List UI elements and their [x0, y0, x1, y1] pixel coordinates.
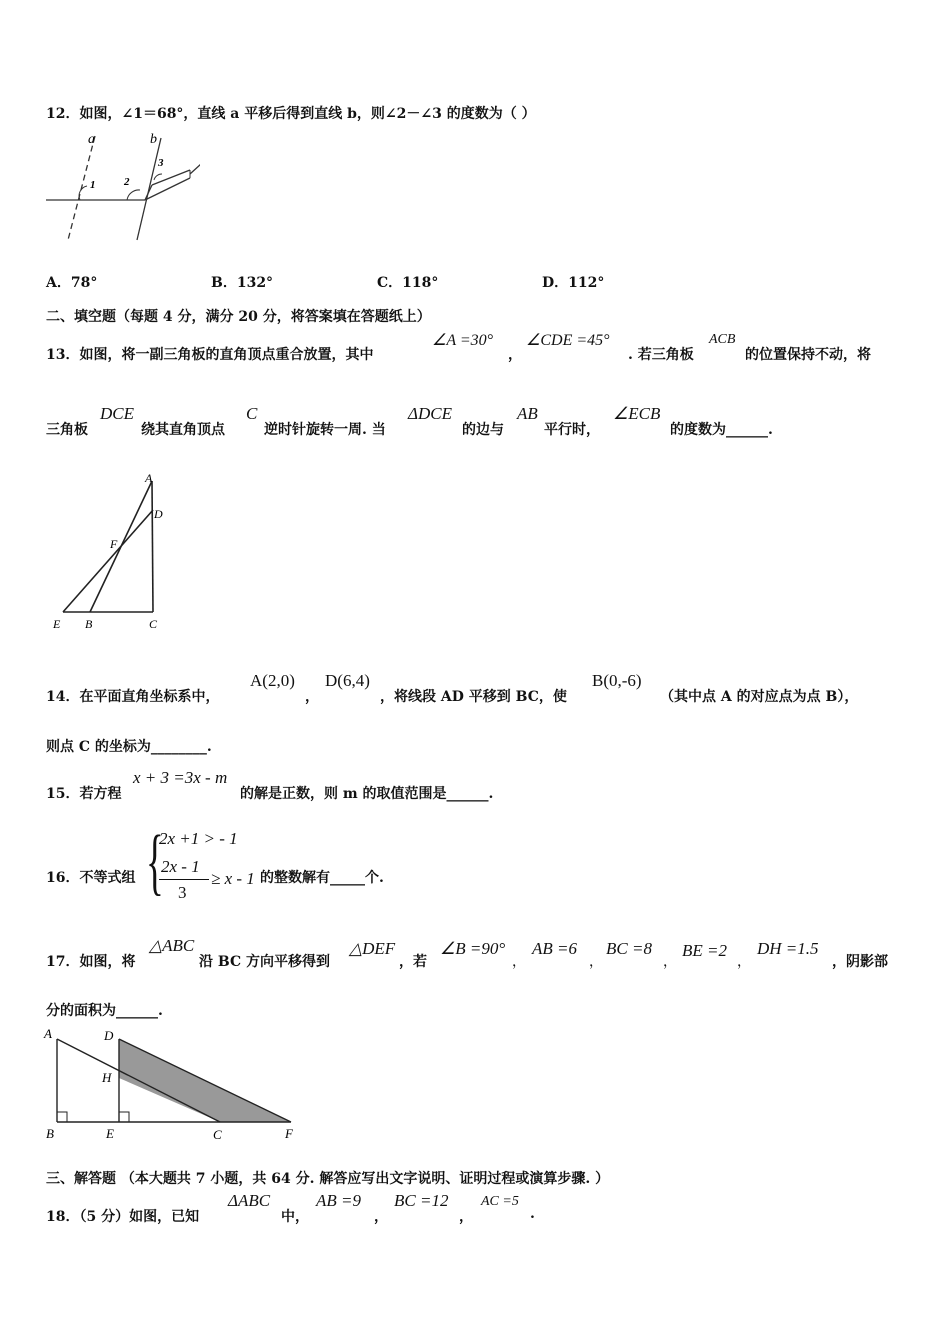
q17-dh: DH =1.5 [757, 939, 819, 958]
q14-point-a: A(2,0) [250, 671, 295, 690]
q14-sep: ， [305, 689, 319, 705]
q13-text-5: 绕其直角顶点 [141, 422, 225, 438]
q12-option-c: C．118° [377, 275, 439, 291]
q18-text-1: 18．（5 分）如图，已知 [46, 1209, 200, 1225]
q12-label-1: 1 [90, 179, 96, 191]
q17-triangle-def: △DEF [349, 939, 396, 958]
q12-option-d: D．112° [542, 275, 605, 291]
q13-sep-1: ， [508, 347, 522, 363]
q14-text-4: 则点 C 的坐标为________. [46, 739, 212, 755]
q13-text-6: 逆时针旋转一周. 当 [264, 422, 386, 438]
q12-upper-ray [190, 142, 200, 174]
q17-angle-b: ∠B =90° [440, 939, 506, 958]
q13-triangle-dce: ΔDCE [408, 404, 452, 423]
q17-label-a: A [44, 1026, 52, 1041]
q17-label-h: H [102, 1070, 112, 1085]
q16-rhs: ≥ x - 1 [211, 869, 255, 888]
q17-sep-3: ， [663, 954, 677, 970]
q13-text-4: 三角板 [46, 422, 88, 438]
q18-ac: AC =5 [481, 1194, 519, 1209]
q16-numerator: 2x - 1 [161, 857, 200, 876]
q17-sep-1: ， [512, 954, 526, 970]
q12-line-b [137, 138, 161, 240]
q13-figure [45, 466, 175, 636]
q18-sep-2: ， [459, 1209, 473, 1225]
q17-figure [42, 1024, 312, 1146]
q12-bent-line [145, 178, 190, 200]
q16-text-2: 的整数解有_____个. [260, 870, 384, 886]
q13-label-b: B [85, 617, 93, 631]
q13-label-e: E [53, 617, 61, 631]
q17-text-2: 沿 BC 方向平移得到 [199, 954, 330, 970]
q15-equation: x + 3 =3x - m [133, 768, 228, 787]
section-3-heading: 三、解答题 （本大题共 7 小题，共 64 分. 解答应写出文字说明、证明过程或演算步骤. ） [46, 1171, 610, 1187]
q17-text-3: ，若 [399, 954, 427, 970]
q13-angle-a: ∠A =30° [432, 332, 494, 349]
q14-point-b: B(0,-6) [592, 671, 642, 690]
q13-label-c: C [149, 617, 158, 631]
q13-acb: ACB [709, 332, 736, 347]
q17-ab: AB =6 [532, 939, 577, 958]
q18-sep-1: ， [374, 1209, 388, 1225]
q17-label-c: C [213, 1127, 222, 1142]
q13-label-a: A [145, 471, 153, 485]
q18-bc: BC =12 [394, 1191, 449, 1210]
q17-label-e: E [106, 1126, 114, 1141]
q13-dce: DCE [100, 404, 134, 423]
q12-label-2: 2 [124, 176, 130, 188]
q13-text-8: 平行时， [544, 422, 600, 438]
q12-label-a: a [88, 132, 95, 147]
q18-end: . [530, 1206, 535, 1222]
q13-text-7: 的边与 [462, 422, 504, 438]
q14-text-1: 14．在平面直角坐标系中， [46, 689, 220, 705]
q12-option-b: B．132° [211, 275, 274, 291]
q14-text-3: （其中点 A 的对应点为点 B）， [660, 689, 859, 705]
q18-triangle-abc: ΔABC [228, 1191, 271, 1210]
q17-bc: BC =8 [606, 939, 652, 958]
q17-text-5: 分的面积为______. [46, 1003, 163, 1019]
q18-ab: AB =9 [316, 1191, 361, 1210]
q13-angle-cde: ∠CDE =45° [526, 332, 610, 349]
q12-text: 12．如图，∠1＝68°，直线 a 平移后得到直线 b，则∠2－∠3 的度数为（ ） [46, 106, 536, 122]
q12-figure [40, 128, 200, 248]
q13-label-d: D [154, 507, 163, 521]
q15-text-1: 15．若方程 [46, 786, 122, 802]
q14-point-d: D(6,4) [325, 671, 370, 690]
q13-ab: AB [517, 404, 538, 423]
q13-text-2: . 若三角板 [628, 347, 694, 363]
q12-label-b: b [150, 132, 157, 147]
q17-label-f: F [285, 1126, 293, 1141]
q13-c: C [246, 404, 258, 423]
q12-label-3: 3 [158, 157, 164, 169]
q13-text-3: 的位置保持不动，将 [745, 347, 871, 363]
q17-sep-2: ， [589, 954, 603, 970]
q16-denominator: 3 [178, 883, 187, 902]
q16-fraction-bar [159, 879, 209, 880]
q17-label-d: D [104, 1028, 114, 1043]
q12-option-a: A．78° [46, 275, 98, 291]
section-2-heading: 二、填空题（每题 4 分，满分 20 分，将答案填在答题纸上） [46, 309, 431, 325]
q13-text-1: 13．如图，将一副三角板的直角顶点重合放置，其中 [46, 347, 374, 363]
q17-triangle-abc: △ABC [149, 936, 195, 955]
q17-label-b: B [46, 1126, 54, 1141]
q13-text-9: 的度数为______. [670, 422, 773, 438]
q16-row-1: 2x +1 > - 1 [159, 829, 238, 848]
q12-bent-line2 [152, 170, 190, 185]
q13-angle-ecb: ∠ECB [613, 404, 661, 423]
q17-text-1: 17．如图，将 [46, 954, 136, 970]
q14-text-2: ，将线段 AD 平移到 BC，使 [380, 689, 567, 705]
q18-text-2: 中， [281, 1209, 309, 1225]
q16-text-1: 16．不等式组 [46, 870, 136, 886]
q16-brace: { [146, 821, 164, 903]
q17-sep-4: ， [737, 954, 751, 970]
q17-be: BE =2 [682, 941, 727, 960]
q13-label-f: F [110, 537, 118, 551]
q17-text-4: ，阴影部 [832, 954, 888, 970]
q15-text-2: 的解是正数，则 m 的取值范围是______. [240, 786, 494, 802]
